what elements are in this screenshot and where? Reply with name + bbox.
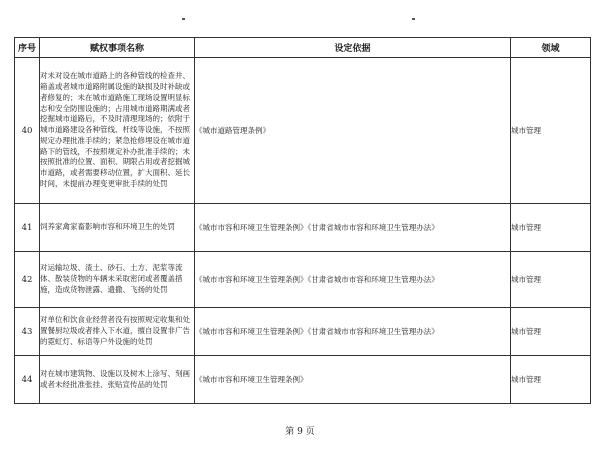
row-domain: 城市管理 [511,252,591,308]
table-row [15,252,591,308]
row-name: 对运输垃圾、渣土、砂石、土方、泥浆等流体、散装货物的车辆未采取密闭或者覆盖措施，造成货物泄露、遗撒、飞扬的处罚 [40,252,195,308]
row-basis: 《城市市容和环境卫生管理条例》《甘肃省城市市容和环境卫生管理办法》 [195,308,511,356]
row-name: 对未对设在城市道路上的各种管线的检查井、箱盖或者城市道路附属设施的缺损及时补缺或者修复的；未在城市道路施工现场设置明显标志和安全防围设施的；占用城市道路期满或者挖掘城市道路后，不及时清理现场的；依附于城市道路建设各种管线、杆线等设施，不按照规定办理批准手续的；紧急抢修埋设在城市道路下的管线，不按照规定补办批准手续的；未按照批准的位置、面积、期限占用或者挖掘城市道路，或者需要移动位置，扩大面积、延长时间，未提前办理变更审批手续的处罚 [40,58,195,204]
row-basis: 《城市道路管理条例》 [195,58,511,204]
header-name: 赋权事项名称 [40,38,195,58]
row-domain: 城市管理 [511,204,591,252]
header-basis: 设定依据 [195,38,511,58]
row-no: 42 [15,252,40,308]
table-row [15,204,591,252]
table-header-row [15,38,591,58]
row-domain: 城市管理 [511,356,591,404]
row-domain: 城市管理 [511,308,591,356]
row-name: 对在城市建筑物、设施以及树木上涂写、刻画或者未经批准张挂、张贴宣传品的处罚 [40,356,195,404]
authority-table [14,37,591,404]
page-number: 第 9 页 [285,427,315,437]
row-no: 43 [15,308,40,356]
row-no: 41 [15,204,40,252]
row-basis: 《城市市容和环境卫生管理条例》《甘肃省城市市容和环境卫生管理办法》 [195,204,511,252]
row-name: 对单位和饮食业经营者没有按照规定收集和处置餐厨垃圾或者排入下水道，擅自设置非广告的霓虹灯、标语等户外设施的处罚 [40,308,195,356]
table-row [15,356,591,404]
row-no: 40 [15,58,40,204]
row-basis: 《城市市容和环境卫生管理条例》 [195,356,511,404]
scan-mark [412,18,415,20]
table-row [15,58,591,204]
row-basis: 《城市市容和环境卫生管理条例》《甘肃省城市市容和环境卫生管理办法》 [195,252,511,308]
header-domain: 领域 [511,38,591,58]
scan-mark [182,18,185,20]
row-domain: 城市管理 [511,58,591,204]
header-no: 序号 [15,38,40,58]
table-row [15,308,591,356]
row-no: 44 [15,356,40,404]
row-name: 饲养家禽家畜影响市容和环境卫生的处罚 [40,204,195,252]
